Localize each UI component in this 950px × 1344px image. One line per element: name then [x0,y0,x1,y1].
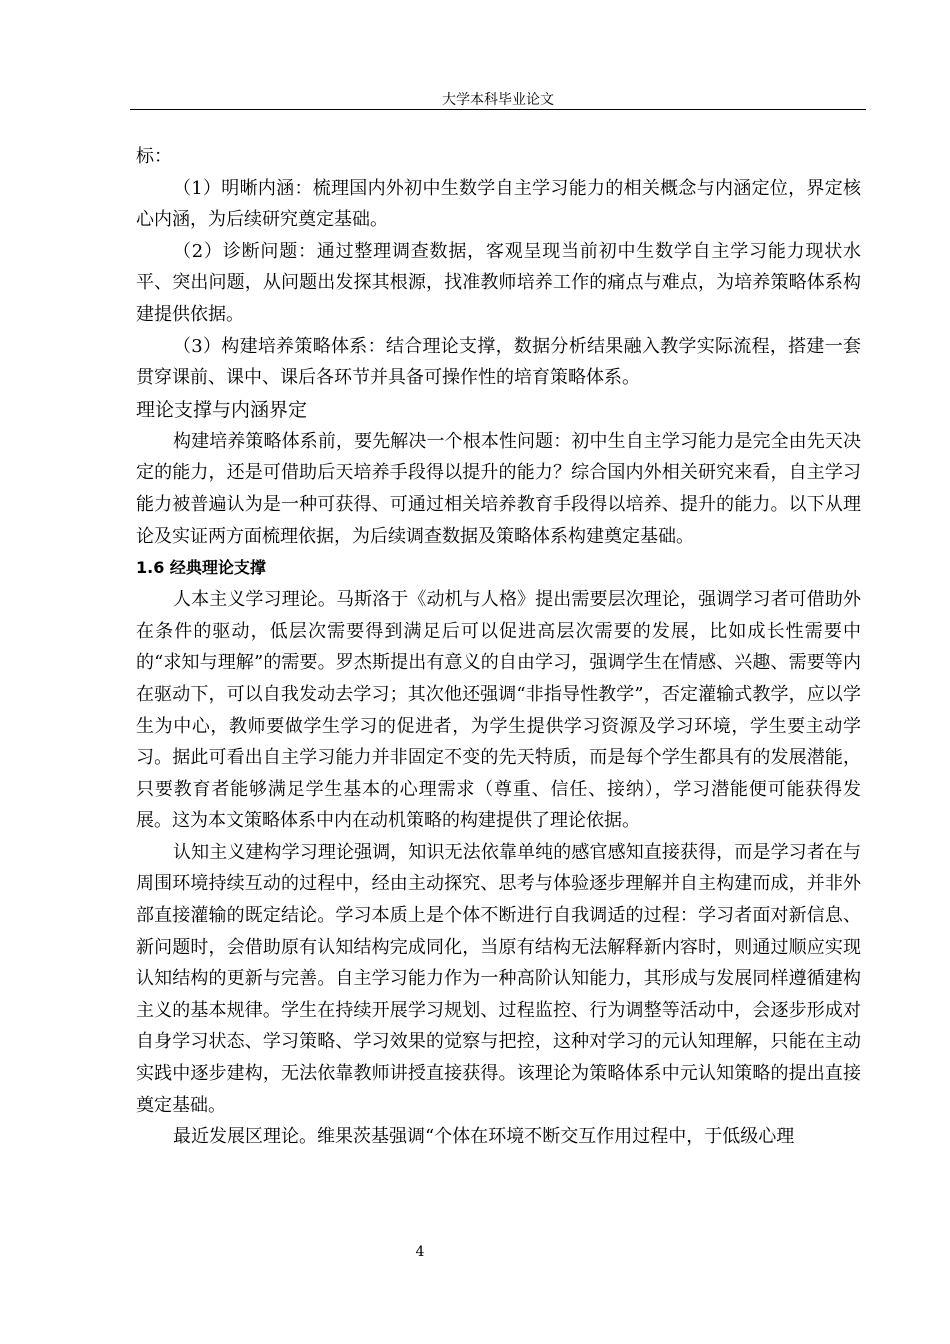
humanism-paragraph: 人本主义学习理论。马斯洛于《动机与人格》提出需要层次理论，强调学习者可借助外在条件的驱动，低层次需要得到满足后可以促进高层次需要的发展，比如成长性需要中的“求知与理解”的需要。罗杰斯提出有意义的自由学习，强调学生在情感、兴趣、需要等内在驱动下，可以自我发动去学习；其次他还强调“非指导性教学”，否定灌输式教学，应以学生为中心，教师要做学生学习的促进者，为学生提供学习资源及学习环境，学生要主动学习。据此可看出自主学习能力并非固定不变的先天特质，而是每个学生都具有的发展潜能，只要教育者能够满足学生基本的心理需求（尊重、信任、接纳），学习潜能便可能获得发展。这为本文策略体系中内在动机策略的构建提供了理论依据。 [136,589,861,832]
section-intro-paragraph: 构建培养策略体系前，要先解决一个根本性问题：初中生自主学习能力是完全由先天决定的能力，还是可借助后天培养手段得以提升的能力？综合国内外相关研究来看，自主学习能力被普遍认为是一种可获得、可通过相关培养教育手段得以培养、提升的能力。以下从理论及实证两方面梳理依据，为后续调查数据及策略体系构建奠定基础。 [136,430,861,547]
page-number: 4 [415,1244,425,1260]
subsection-heading: 1.6 经典理论支撑 [136,558,266,578]
zpd-paragraph: 最近发展区理论。维果茨基强调“个体在环境不断交互作用过程中，于低级心理 [173,1126,795,1148]
goal-item-3: （3）构建培养策略体系：结合理论支撑，数据分析结果融入教学实际流程，搭建一套贯穿课前、课中、课后各环节并具备可操作性的培育策略体系。 [136,335,861,389]
header-rule [130,109,866,110]
section-heading: 理论支撑与内涵界定 [136,398,308,421]
page-body [136,141,861,1153]
constructivism-paragraph: 认知主义建构学习理论强调，知识无法依靠单纯的感官感知直接获得，而是学习者在与周围环境持续互动的过程中，经由主动探究、思考与体验逐步理解并自主构建而成，并非外部直接灌输的既定结论。学习本质上是个体不断进行自我调适的过程：学习者面对新信息、新问题时，会借助原有认知结构完成同化，当原有结构无法解释新内容时，则通过顺应实现认知结构的更新与完善。自主学习能力作为一种高阶认知能力，其形成与发展同样遵循建构主义的基本规律。学生在持续开展学习规划、过程监控、行为调整等活动中，会逐步形成对自身学习状态、学习策略、学习效果的觉察与把控，这种对学习的元认知理解，只能在主动实践中逐步建构，无法依靠教师讲授直接获得。该理论为策略体系中元认知策略的提出直接奠定基础。 [136,841,861,1116]
goal-item-2: （2）诊断问题：通过整理调查数据，客观呈现当前初中生数学自主学习能力现状水平、突出问题，从问题出发探其根源，找准教师培养工作的痛点与难点，为培养策略体系构建提供依据。 [136,240,861,325]
running-header: 大学本科毕业论文 [442,92,554,108]
goal-item-1: （1）明晰内涵：梳理国内外初中生数学自主学习能力的相关概念与内涵定位，界定核心内涵，为后续研究奠定基础。 [136,177,861,231]
continued-paragraph: 标： [136,146,172,167]
